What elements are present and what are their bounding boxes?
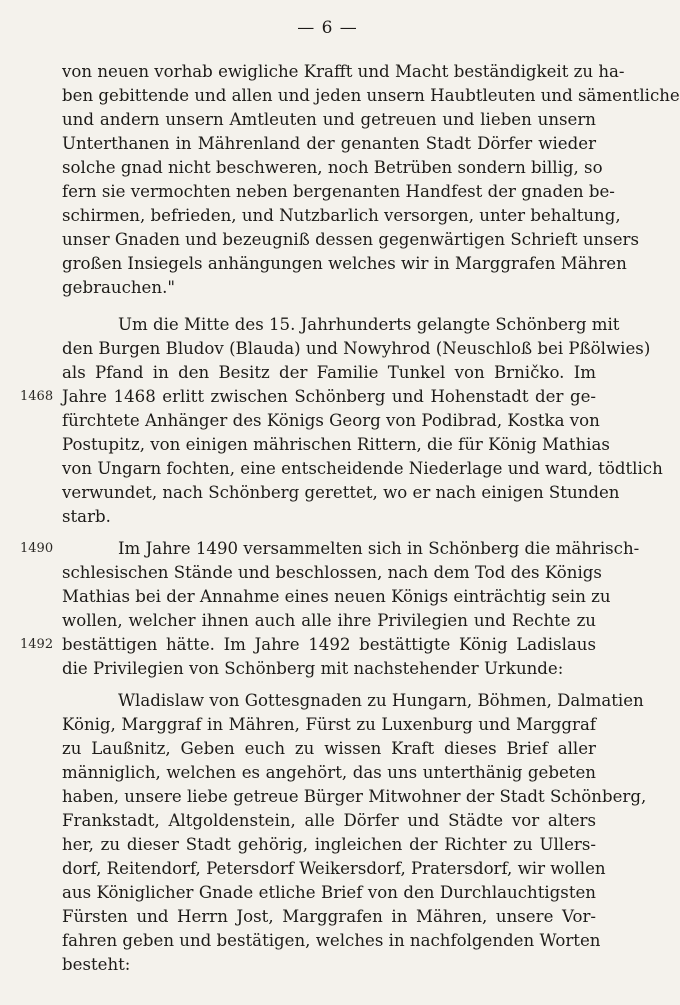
- text-line: Mathias bei der Annahme eines neuen Königs einträchtig sein zu: [62, 587, 611, 606]
- text-line: von neuen vorhab ewigliche Krafft und Macht beständigkeit zu ha-: [62, 62, 625, 81]
- text-line: fürchtete Anhänger des Königs Georg von Podibrad, Kostka von: [62, 411, 600, 430]
- text-line: fahren geben und bestätigen, welches in nachfolgenden Worten: [62, 931, 601, 950]
- text-line: schirmen, befrieden, und Nutzbarlich versorgen, unter behaltung,: [62, 206, 621, 225]
- text-line: solche gnad nicht beschweren, noch Betrüben sondern billig, so: [62, 158, 603, 177]
- text-line: Fürsten und Herrn Jost, Marggrafen in Mähren, unsere Vor-: [62, 907, 596, 926]
- text-line: als Pfand in den Besitz der Familie Tunkel von Brničko. Im: [62, 363, 596, 382]
- text-line: Wladislaw von Gottesgnaden zu Hungarn, Böhmen, Dalmatien: [118, 691, 644, 710]
- text-line: Frankstadt, Altgoldenstein, alle Dörfer und Städte vor alters: [62, 811, 596, 830]
- text-line: unser Gnaden und bezeugniß dessen gegenwärtigen Schrieft unsers: [62, 230, 639, 249]
- text-line: aus Königlicher Gnade etliche Brief von den Durchlauchtigsten: [62, 883, 596, 902]
- text-line: Postupitz, von einigen mährischen Rittern, die für König Mathias: [62, 435, 610, 454]
- text-line: schlesischen Stände und beschlossen, nach dem Tod des Königs: [62, 563, 602, 582]
- text-line: männiglich, welchen es angehört, das uns unterthänig gebeten: [62, 763, 596, 782]
- text-line: besteht:: [62, 955, 131, 974]
- text-line: ben gebittende und allen und jeden unsern Haubtleuten und sämentliche: [62, 86, 680, 105]
- text-line: gebrauchen.": [62, 278, 175, 297]
- text-line: Unterthanen in Mährenland der genanten Stadt Dörfer wieder: [62, 134, 596, 153]
- text-line: bestättigen hätte. Im Jahre 1492 bestättigte König Ladislaus: [62, 635, 596, 654]
- text-line: Jahre 1468 erlitt zwischen Schönberg und Hohenstadt der ge-: [62, 387, 596, 406]
- text-line: starb.: [62, 507, 111, 526]
- margin-year-1468: 1468: [20, 389, 54, 404]
- text-line: Im Jahre 1490 versammelten sich in Schönberg die mährisch-: [118, 539, 640, 558]
- text-line: großen Insiegels anhängungen welches wir in Marggrafen Mähren: [62, 254, 627, 273]
- margin-year-1490: 1490: [20, 541, 54, 556]
- text-line: fern sie vermochten neben bergenanten Handfest der gnaden be-: [62, 182, 615, 201]
- margin-year-1492: 1492: [20, 637, 54, 652]
- text-line: König, Marggraf in Mähren, Fürst zu Luxenburg und Marggraf: [62, 715, 596, 734]
- text-line: wollen, welcher ihnen auch alle ihre Privilegien und Rechte zu: [62, 611, 596, 630]
- text-line: haben, unsere liebe getreue Bürger Mitwohner der Stadt Schönberg,: [62, 787, 647, 806]
- text-line: zu Laußnitz, Geben euch zu wissen Kraft dieses Brief aller: [62, 739, 596, 758]
- text-line: den Burgen Bludov (Blauda) und Nowyhrod (Neuschloß bei Pßölwies): [62, 339, 651, 358]
- text-line: und andern unsern Amtleuten und getreuen und lieben unsern: [62, 110, 596, 129]
- text-line: her, zu dieser Stadt gehörig, ingleichen der Richter zu Ullers-: [62, 835, 596, 854]
- text-line: die Privilegien von Schönberg mit nachstehender Urkunde:: [62, 659, 564, 678]
- page-number: — 6 —: [297, 18, 358, 38]
- text-line: dorf, Reitendorf, Petersdorf Weikersdorf, Pratersdorf, wir wollen: [62, 859, 606, 878]
- text-line: Um die Mitte des 15. Jahrhunderts gelangte Schönberg mit: [118, 315, 620, 334]
- text-line: verwundet, nach Schönberg gerettet, wo er nach einigen Stunden: [62, 483, 620, 502]
- text-line: von Ungarn fochten, eine entscheidende Niederlage und ward, tödtlich: [62, 459, 663, 478]
